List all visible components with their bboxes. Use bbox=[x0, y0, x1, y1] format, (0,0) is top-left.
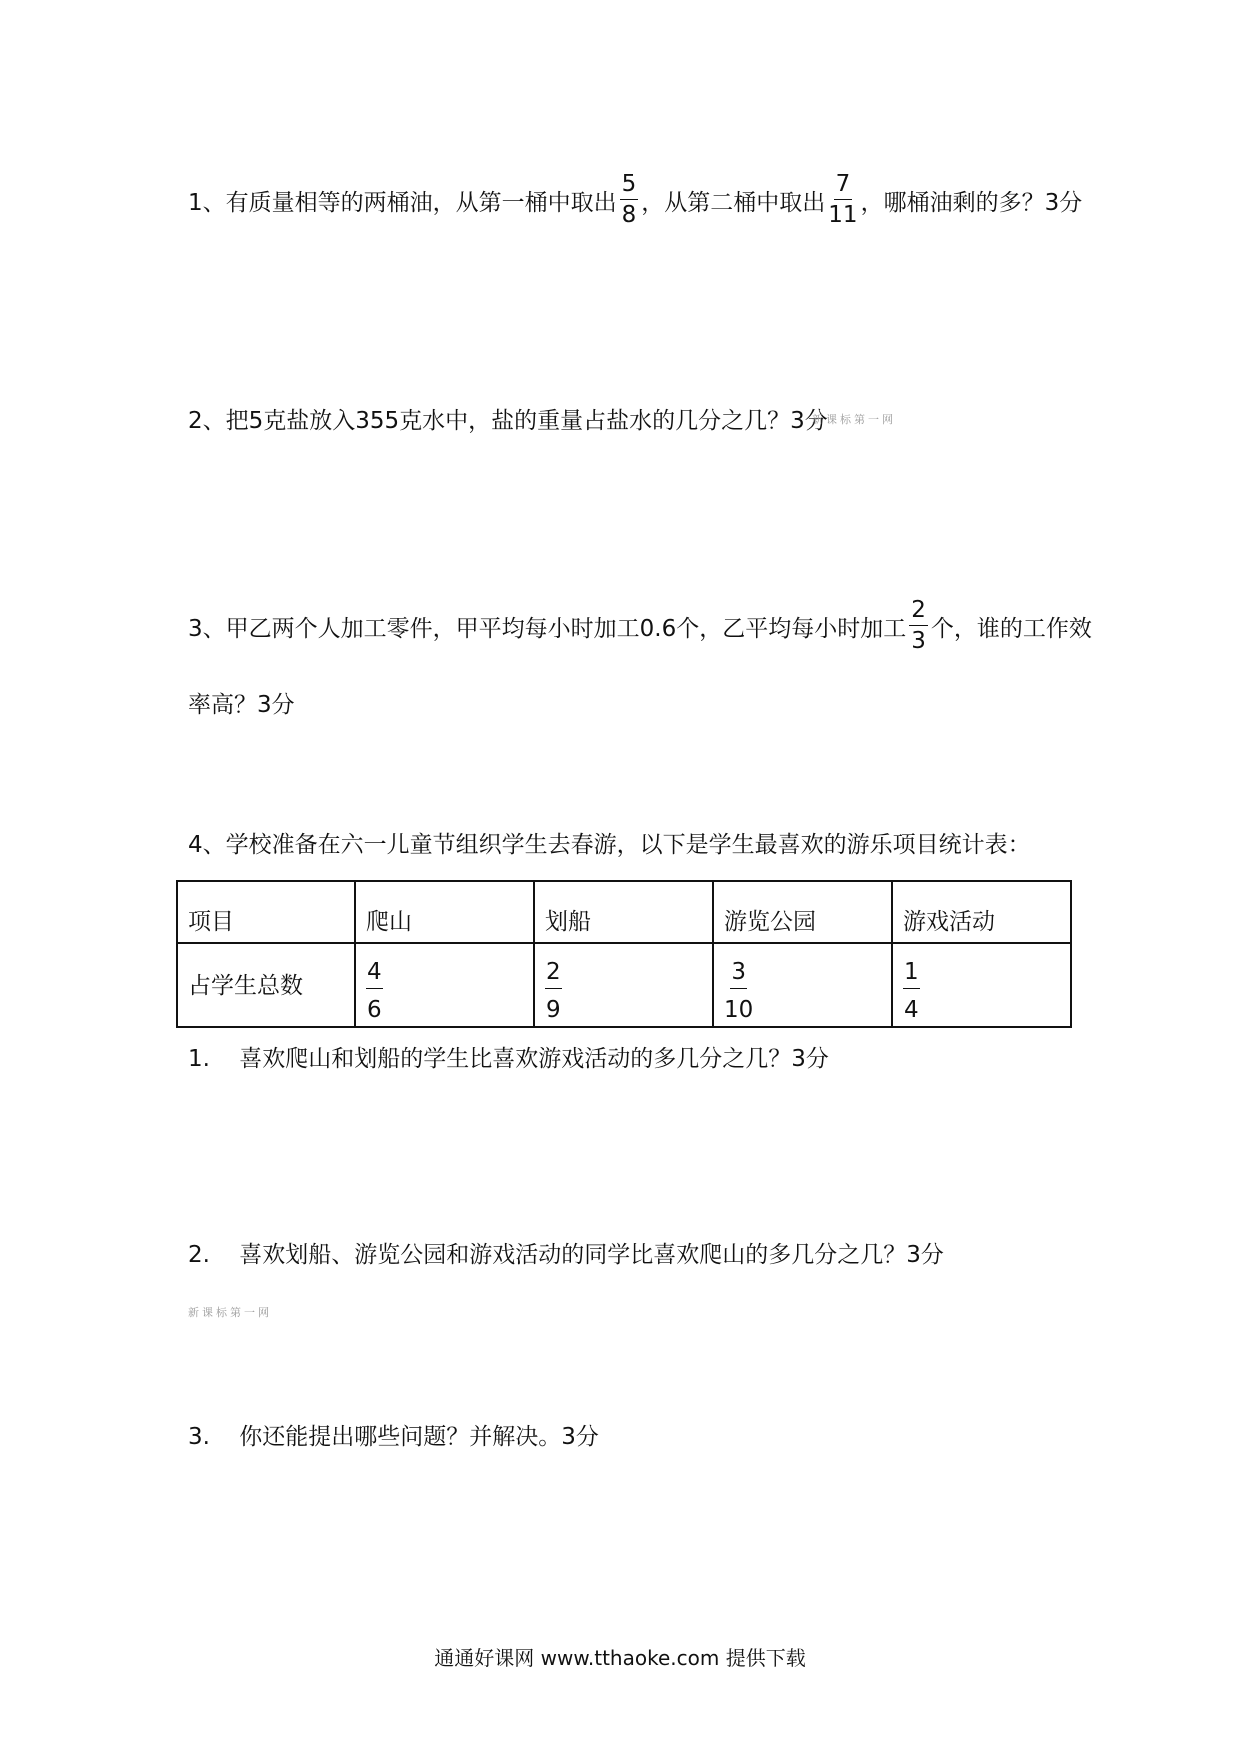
table-row bbox=[177, 943, 1071, 1027]
table-row-label: 占学生总数 bbox=[177, 943, 355, 1027]
question-1-text-c: ，哪桶油剩的多？3分 bbox=[860, 189, 1083, 216]
fraction-numerator: 2 bbox=[909, 599, 928, 626]
table-header-cell: 游览公园 bbox=[713, 881, 892, 943]
sub-question-text: 你还能提出哪些问题？并解决。3分 bbox=[239, 1424, 599, 1450]
question-1 bbox=[188, 168, 1082, 232]
question-3-continuation: 率高？3分 bbox=[188, 692, 295, 718]
fraction-numerator: 2 bbox=[545, 961, 562, 989]
fraction bbox=[366, 961, 383, 1022]
question-3-text-a: 3、甲乙两个人加工零件，甲平均每小时加工0.6个，乙平均每小时加工 bbox=[188, 615, 907, 642]
fraction bbox=[545, 961, 562, 1022]
sub-question-2 bbox=[188, 1236, 944, 1269]
fraction bbox=[828, 173, 857, 227]
table-header-cell: 游戏活动 bbox=[892, 881, 1071, 943]
question-1-text-b: ，从第二桶中取出 bbox=[641, 189, 826, 216]
sub-question-3 bbox=[188, 1418, 599, 1451]
question-2: 2、把5克盐放入355克水中，盐的重量占盐水的几分之几？3分 bbox=[188, 408, 828, 434]
sub-question-number: 2. bbox=[188, 1242, 210, 1268]
sub-question-text: 喜欢爬山和划船的学生比喜欢游戏活动的多几分之几？3分 bbox=[239, 1046, 829, 1072]
fraction-denominator: 8 bbox=[621, 202, 637, 228]
sub-question-number: 3. bbox=[188, 1424, 210, 1450]
fraction-denominator: 6 bbox=[367, 997, 382, 1023]
fraction-numerator: 1 bbox=[903, 961, 920, 989]
question-1-text-a: 1、有质量相等的两桶油，从第一桶中取出 bbox=[188, 189, 617, 216]
question-3-text-b: 个，谁的工作效 bbox=[930, 615, 1092, 642]
page-footer: 通通好课网 www.tthaoke.com 提供下载 bbox=[434, 1646, 806, 1670]
fraction-numerator: 5 bbox=[620, 173, 639, 200]
fraction bbox=[903, 961, 920, 1022]
fraction-denominator: 11 bbox=[828, 202, 858, 228]
watermark: 新课标第一网 bbox=[812, 413, 896, 426]
fraction-numerator: 4 bbox=[366, 961, 383, 989]
sub-question-text: 喜欢划船、游览公园和游戏活动的同学比喜欢爬山的多几分之几？3分 bbox=[239, 1242, 944, 1268]
fraction-numerator: 7 bbox=[834, 173, 853, 200]
table-cell bbox=[534, 943, 713, 1027]
fraction-numerator: 3 bbox=[730, 961, 747, 989]
watermark: 新课标第一网 bbox=[188, 1306, 272, 1319]
sub-question-1 bbox=[188, 1040, 829, 1073]
table-cell bbox=[713, 943, 892, 1027]
table-header-cell: 划船 bbox=[534, 881, 713, 943]
table-header-cell: 项目 bbox=[177, 881, 355, 943]
table-cell bbox=[892, 943, 1071, 1027]
fraction-denominator: 4 bbox=[904, 997, 919, 1023]
table-header-cell: 爬山 bbox=[355, 881, 534, 943]
sub-question-number: 1. bbox=[188, 1046, 210, 1072]
table-cell bbox=[355, 943, 534, 1027]
fraction bbox=[909, 599, 928, 653]
fraction-denominator: 9 bbox=[546, 997, 561, 1023]
statistics-table bbox=[176, 880, 1072, 1028]
question-4-intro: 4、学校准备在六一儿童节组织学生去春游，以下是学生最喜欢的游乐项目统计表： bbox=[188, 832, 1031, 858]
table-header-row bbox=[177, 881, 1071, 943]
fraction-denominator: 3 bbox=[911, 628, 926, 654]
question-3 bbox=[188, 594, 1092, 658]
fraction bbox=[724, 961, 753, 1022]
fraction bbox=[620, 173, 639, 227]
fraction-denominator: 10 bbox=[724, 997, 754, 1023]
